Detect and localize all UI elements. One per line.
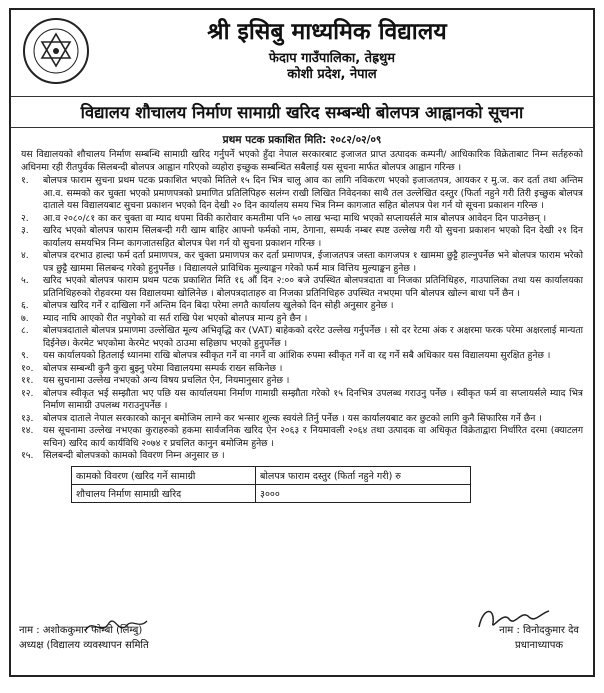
list-item [21,450,583,463]
item-number: ७. [21,312,29,324]
item-text: बोलपत्र फाराम सुचना प्रथम पटक प्रकाशित भएको मितिले १५ दिन भित्र चालु आव का लागि नविकरण भएको इजाजतपत्र, आयकर र मु.ज. कर दर्ता तथा अन्तिम आ.व. सम्मको कर चुक्ता भएको प्रमाणपत्रको प्रमाणित प्रतिलिपिहरु सलंग्न राखी लिखित निवेदनका साथै तल उल्लेखित दस्तुर (फिर्ता नहुने गरी तिरी इच्छुक बोलपत्र दाताले यस विद्यालयबाट सुचना प्रकाशन भएको दिन देखी २० दिन कार्यालय समय भित्र निम्न कागजात सहित बोलपत्र पेश गर्न यो सूचना प्रकाशन गरिन्छ । [43,175,583,211]
item-text: खरिद भएको बोलपत्र फाराम प्रथम पटक प्रकाशित मिति १६ औं दिन २:०० बजे उपस्थित बोलपत्रदाता वा निजका प्रतिनिधिहरु, गाउपालिका तथा यस कार्यालयका प्रतिनिधिहरुको रोहवरमा यस विद्यालयमा खोलिनेछ । बोलपत्रदाताहरु वा निजका प्रतिनिधिहरु उपस्थित नभएमा पनि बोलपत्र खोल्न बाधा पर्ने छैन । [43,275,583,299]
list-item [21,363,583,376]
table-cell: ३००० [256,484,471,502]
list-item [21,275,583,300]
item-number: ६. [21,300,29,311]
school-seal-icon [21,16,91,86]
table-row [72,484,471,502]
item-text: यस सूचनामा उल्लेख नभएका कुराहरुको हकमा सार्वजनिक खरिद ऐन २०६३ र नियमावली २०६४ तथा उत्पादक वा अधिकृत विक्रेताद्वारा निर्धारित दरमा (क्याटलग सचिन) खरिद कार्य कार्यविधि २०७४ र प्रचलित कानुन बमोजिम हुनेछ । [43,425,583,449]
item-text: यस सुचनामा उल्लेख नभएको अन्य विषय प्रचलित ऐन, नियमानुसार हुनेछ । [43,375,290,386]
chairperson-name: नाम : अशोककुमार फोम्बो (लिम्बु) [19,625,143,636]
intro-paragraph: यस विद्यालयको शौचालय निर्माण सम्बन्धि सामाग्री खरिद गर्नुपर्ने भएको हुँदा नेपाल सरकारबाट इजाजत प्राप्त उत्पादक कम्पनी/ आधिकारिक विक्रेताबाट निम्न सर्तहरुको अधिनमा रही रीतपुर्वक सिलबन्दी बोलपत्र आह्वान गरिएको व्यहोरा इच्छुक सम्बन्धित सबैलाई यस सूचना मार्फत बोलपत्र आह्वान गरिन्छ । [21,149,583,173]
item-text: म्याद नाघि आएको रीत नपुगेको वा सर्त राखि पेश भएको बोलपत्र मान्य हुने छैन । [43,312,308,324]
item-number: ११. [21,375,34,386]
headteacher-signature-block [499,623,579,653]
chairperson-signature-block [19,623,149,653]
item-text: बोलपत्र खरिद गर्ने र दाखिला गर्ने अन्तिम दिन बिदा परेमा लगतै कार्यालय खुलेको दिन सोही अनुसार हुनेछ । [43,300,394,311]
headteacher-name: नाम : विनोदकुमार देव [499,625,579,636]
item-text: बोलपत्रदाताले बोलपत्र प्रमाणमा उल्लेखित मूल्य अभिवृद्धि कर (VAT) बाहेकको दररेट उल्लेख गर्नुपर्नेछ । सो दर रेटमा अंक र अक्षरमा फरक परेमा अक्षरलाई मान्यता दिईनेछ। केरमेट भएकोमा केरमेट भएको ठाउमा सहिछाप भएको हुनुपर्नेछ । [43,325,583,349]
chairperson-role: अध्यक्ष (विद्यालय व्यवस्थापन समिति [19,640,149,651]
item-number: १५. [21,450,34,461]
list-item [21,250,583,275]
fee-table [71,466,471,503]
item-number: ४. [21,250,29,261]
list-item [21,388,583,413]
list-item [21,375,583,388]
item-text: आ.व २०८०/८१ का कर चुक्ता वा म्याद थपमा विकी कारोवार कमतीमा पनि ५० लाख भन्दा माथि भएको सप्लायर्सले मात्र बोलपत्र आवेदन दिन पाउनेछन् । [43,212,547,224]
item-number: ३. [21,225,29,236]
item-number: १०. [21,362,34,374]
item-text: बोलपत्र स्वीकृत भई सम्झौता भए पछि यस कार्यालयमा निर्माण गामाग्री सम्झौता गरेको १५ दिनभित्र उपलब्ध गराउनु पर्नेछ । स्वीकृत फर्म वा सप्लायर्सले म्याद भित्र निर्माण सामाग्री उपलब्ध गराउनुपर्नेछ । [43,387,583,411]
item-text: बोलपत्र सम्बन्धी कुनै कुरा बुझ्नु परेमा विद्यालयमा सम्पर्क राख्न सकिनेछ । [43,362,283,374]
school-name: श्री इसिबु माध्यमिक विद्यालय [207,19,447,45]
item-text: बोलपत्र दाताले नेपाल सरकारको कानून बमोजिम लाग्ने कर भन्सार शुल्क स्वयंले तिर्नु पर्नेछ । यस कार्यालयबाट कर छुटको लागि कुनै सिफारिस गर्ने छैन । [43,412,542,424]
list-item [21,425,583,450]
list-item [21,325,583,350]
item-text: बोलपत्र दरभाउ हाल्दा फर्म दर्ता प्रमाणपत्र, कर चुक्ता प्रमाणपत्र कर दर्ता प्रमाणपत्र, ईजाजतपत्र जस्ता कागजपत्र १ खाममा छुट्टै हाल्नुपर्नेछ भने बोलपत्र फाराम भरेको पत्र छुट्टै खाममा सिलबन्द गरेको हुनुपर्नेछ । विद्यालयले प्राविधिक मुल्याङ्कन गरेको फर्म मात्र वित्तिय मुल्याङ्कन हुनेछ । [43,250,583,274]
list-item [21,300,583,313]
letterhead [11,10,593,97]
address-municipality: फेदाप गाउँपालिका, तेह्रथुम [268,51,396,66]
headteacher-role: प्रधानाध्यापक [515,640,564,651]
item-text: यस कार्यालयको हितलाई ध्यानमा राखि बोलपत्र स्वीकृत गर्ने वा नगर्ने वा आंशिक रुपमा स्वीकृत गर्ने वा रद्द गर्ने सबै अधिकार यस विद्यालयमा सुरक्षित हुनेछ । [43,350,551,361]
item-number: १२. [21,387,34,399]
table-cell: शौचालय निर्माण सामाग्री खरिद [72,484,256,502]
list-item [21,413,583,426]
list-item [21,350,583,363]
item-number: १३. [21,412,34,424]
table-row [72,466,471,484]
item-number: ९. [21,350,29,361]
notice-title: विद्यालय शौचालय निर्माण सामाग्री खरिद सम्बन्धी बोलपत्र आह्वानको सूचना [11,97,593,128]
list-item [21,213,583,226]
item-number: ५. [21,275,29,286]
conditions-list [11,175,593,463]
item-number: ८. [21,325,29,336]
table-header-cell: बोलपत्र फाराम दस्तुर (फिर्ता नहुने गरी) रु [256,466,471,484]
item-number: १. [21,175,29,186]
address-province: कोशी प्रदेश, नेपाल [287,67,377,82]
list-item [21,175,583,213]
notice-page [9,8,595,677]
item-number: १४. [21,425,34,436]
published-date: प्रथम पटक प्रकाशित मिति: २०८२/०२/०९ [222,134,382,146]
list-item [21,313,583,326]
item-text: सिलबन्दी बोलपत्रको कामको विवरण निम्न अनुसार छ । [43,450,225,461]
table-header-cell: कामको विवरण (खरिद गर्ने सामाग्री [72,466,256,484]
list-item [21,225,583,250]
item-text: खरिद भएको बोलपत्र फाराम सिलबन्दी गरी खाम बाहिर आफ्नो फर्मको नाम, ठेगाना, सम्पर्क नम्बर स्पष्ट उल्लेख गरी यो सुचना प्रकाशन भएको दिन देखी २१ दिन कार्यालय समयभित्र निम्न कागजातसहित बोलपत्र पेश गर्न यो सुचना प्रकाशन गरिन्छ । [43,225,583,249]
item-number: २. [21,212,29,224]
